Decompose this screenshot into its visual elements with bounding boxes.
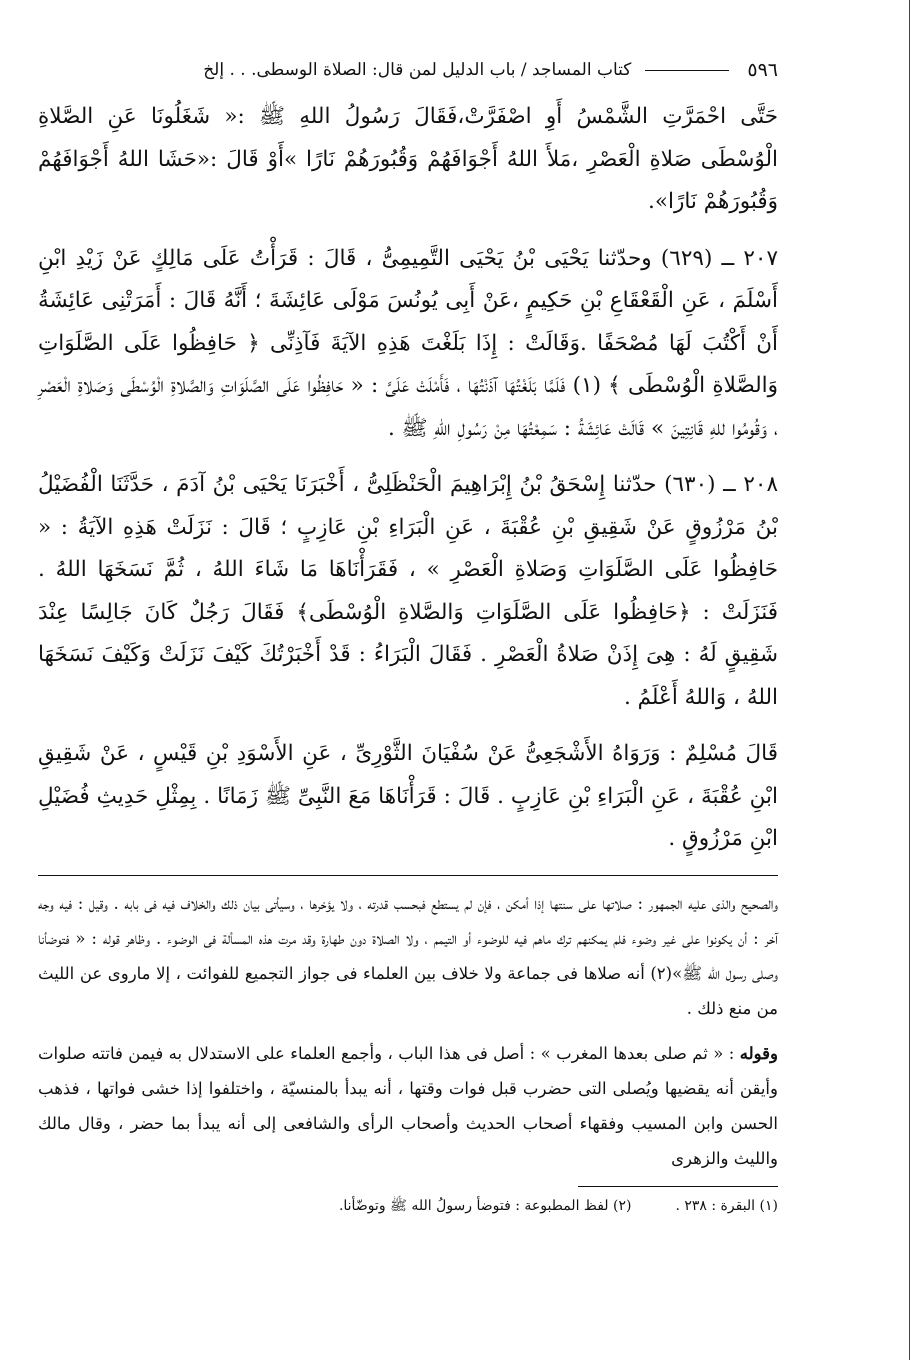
- hadith-paragraph: حَتَّى احْمَرَّتِ الشَّمْسُ أَوِ اصْفَرَّتْ،فَقَالَ رَسُولُ اللهِ ﷺ :« شَغَلُونَا عَنِ الصَّلاةِ الْوُسْطَى صَلاةِ الْعَصْرِ ،مَلأَ اللهُ أَجْوَافَهُمْ وَقُبُورَهُمْ نَارًا »أَوْ قَالَ :«حَشَا اللهُ أَجْوَافَهُمْ وَقُبُورَهُمْ نَارًا».: [38, 104, 778, 214]
- commentary-lead: وقوله: [739, 1043, 778, 1063]
- footnote-2: (٢) لفظ المطبوعة : فتوضأ رسولُ الله ﷺ وتوضّأنا.: [338, 1197, 632, 1214]
- hadith-paragraph: ٢٠٨ ــ (٦٣٠) حدّثنا إِسْحَقُ بْنُ إِبْرَاهِيمَ الْحَنْظَلِىُّ ، أَخْبَرَنَا يَحْيَى بْنُ آدَمَ ، حَدَّثَنَا الْفُضَيْلُ بْنُ مَرْزُوقٍ عَنْ شَقِيقِ بْنِ عُقْبَةَ ، عَنِ الْبَرَاءِ بْنِ عَازِبٍ ؛ قَالَ : نَزَلَتْ هَذِهِ الآيَةُ : « حَافِظُوا عَلَى الصَّلَوَاتِ وَصَلاةِ الْعَصْرِ » ، فَقَرَأْنَاهَا مَا شَاءَ اللهُ ، ثُمَّ نَسَخَهَا اللهُ . فَنَزَلَتْ : ﴿حَافِظُوا عَلَى الصَّلَوَاتِ وَالصَّلاةِ الْوُسْطَى﴾ فَقَالَ رَجُلٌ كَانَ جَالِسًا عِنْدَ شَقِيقٍ لَهُ : هِىَ إِذَنْ صَلاةُ الْعَصْرِ . فَقَالَ الْبَرَاءُ : قَدْ أَخْبَرْتُكَ كَيْفَ نَزَلَتْ وَكَيْفَ نَسَخَهَا اللهُ ، وَاللهُ أَعْلَمُ .: [38, 472, 778, 710]
- footnote-1: (١) البقرة : ٢٣٨ .: [675, 1197, 778, 1214]
- page-edge-line: [909, 0, 910, 1360]
- hadith-text: [38, 96, 778, 861]
- hadith-paragraph: قَالَ مُسْلِمٌ : وَرَوَاهُ الأَشْجَعِىُّ عَنْ سُفْيَانَ الثَّوْرِىِّ ، عَنِ الأَسْوَدِ بْنِ قَيْسٍ ، عَنْ شَقِيقِ ابْنِ عُقْبَةَ ، عَنِ الْبَرَاءِ بْنِ عَازِبٍ . قَالَ : قَرَأْنَاهَا مَعَ النَّبِىِّ ﷺ زَمَانًا . بِمِثْلِ حَدِيثِ فُضَيْلِ ابْنِ مَرْزُوقٍ .: [38, 741, 778, 851]
- commentary-paragraph: والصحيح والذى عليه الجمهور : صلاتها على سنتها إذا أمكن ، فإن لم يستطع فبحسب قدرته ، ولا يؤخرها ، وسيأتى بيان ذلك والخلاف فيه فى بابه . وقيل : فيه وجه آخر : أن يكونوا على غير وضوء فلم يمكنهم ترك ماهم فيه للوضوء أو التيمم ، ولا الصلاة دون طهارة وقد مرت هذه المسألة فى الوضوء . وظاهر قوله : « فتوضأنا وصلى رسول الله ﷺ»(٢) أنه صلاها فى جماعة ولا خلاف بين العلماء فى جواز التجميع للفوائت ، إلا ماروى عن الليث من منع ذلك .: [38, 893, 779, 1018]
- running-header: [38, 50, 778, 90]
- footnotes: [38, 1195, 778, 1217]
- running-title: كتاب المساجد / باب الدليل لمن قال: الصلاة الوسطى. . . إلخ: [203, 60, 632, 80]
- page-number: ٥٩٦: [747, 59, 778, 81]
- commentary-body: : « ثم صلى بعدها المغرب » : أصل فى هذا الباب ، وأجمع العلماء على الاستدلال به فيمن فاتته صلوات وأيقن أنه يقضيها ويُصلى التى حضرب قبل فوات وقتها ، أنه يبدأ بالمنسيّة ، واختلفوا إذا خشى فواتها ، فذهب الحسن وابن المسيب وفقهاء أصحاب الحديث وأصحاب الرأى والشافعى إلى أنه يبدأ بما حضر ، وقال مالك والليث والزهرى: [38, 1043, 778, 1168]
- commentary: [38, 886, 778, 1176]
- commentary-paragraph: [38, 1036, 778, 1176]
- book-page: [38, 50, 778, 1330]
- footnote-divider: [578, 1186, 778, 1187]
- commentary-divider: [38, 875, 778, 876]
- header-rule: [645, 70, 729, 71]
- hadith-paragraph: ٢٠٧ ــ (٦٢٩) وحدّثنا يَحْيَى بْنُ يَحْيَى التَّمِيمِىُّ ، قَالَ : قَرَأْتُ عَلَى مَالِكٍ عَنْ زَيْدِ ابْنِ أَسْلَمَ ، عَنِ الْقَعْقَاعِ بْنِ حَكِيمٍ ،عَنْ أَبِى يُونُسَ مَوْلَى عَائِشَةَ ؛ أَنَّهُ قَالَ : أَمَرَتْنِى عَائِشَةُ أَنْ أَكْتُبَ لَهَا مُصْحَفًا .وَقَالَتْ : إِذَا بَلَغْتَ هَذِهِ الآيَةَ فَآذِنِّى ﴿ حَافِظُوا عَلَى الصَّلَوَاتِ وَالصَّلاةِ الْوُسْطَى ﴾ (١) فَلَمَّا بَلَغْتُهَا آذَنْتُهَا ، فَأَمْلَتْ عَلَىَّ : « حَافِظُوا عَلَى الصَّلَوَاتِ وَالصَّلاةِ الْوُسْطَى وَصَلاةِ الْعَصْرِ ، وَقُومُوا للهِ قَانِتِينَ » قَالَتْ عَائِشَةُ : سَمِعْتُهَا مِنْ رَسُولِ اللهِ ﷺ .: [38, 245, 779, 441]
